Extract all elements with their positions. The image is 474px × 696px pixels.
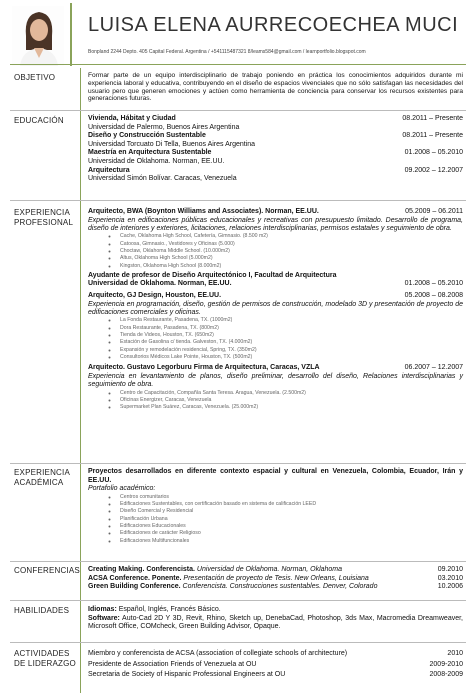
section-label-academica	[14, 468, 78, 488]
education-date: 08.2011 – Presente	[402, 132, 463, 140]
conference-detail: Presentación de proyecto de Tesis. New Orleans, Louisiana	[181, 574, 369, 582]
activity-date: 2009-2010	[429, 660, 463, 668]
education-title: Vivienda, Hábitat y Ciudad	[88, 115, 176, 122]
project-item: ◦ Kingston, Oklahoma High School (8.000m2)	[118, 263, 463, 270]
objetivo-text: Formar parte de un equipo interdisciplinario de trabajo poniendo en práctica los conocimientos adquiridos durante mi experiencia laboral y educativa, contribuyendo en el diseño de espacios vivenciales que no sólo satisfagan las necesidades del usuario pero que generen emociones y actúen como herramienta de conciencia para conservar los recursos existentes para generaciones futuras.	[88, 72, 463, 103]
conference-name: ACSA Conference. Ponente.	[88, 574, 182, 582]
conference-name: Green Building Conference.	[88, 583, 181, 591]
education-title: Arquitectura	[88, 166, 130, 174]
conferences-list	[88, 566, 463, 592]
education-school: Universidad de Palermo, Buenos Aires Argentina	[88, 123, 240, 131]
portfolio-item: ◦ Edificaciones Sustentables, con certificación basado en sistema de calificación LEED	[118, 501, 463, 508]
portfolio-item: ◦ Edificaciones de carácter Religioso	[118, 530, 463, 537]
project-item: ◦ Estación de Gasolina c/ tienda. Galveston, TX. (4.000m2)	[118, 339, 463, 346]
activity-date: 2010	[447, 650, 463, 657]
skills-block	[88, 606, 463, 632]
conference-date: 03.2010	[437, 574, 463, 582]
project-item: ◦ Supermarket Plan Suárez, Caracas, Venezuela. (25.000m2)	[118, 404, 463, 411]
academic-block	[88, 468, 463, 545]
portfolio-item: ◦ Diseño Comercial y Residencial	[118, 508, 463, 515]
portfolio-item: ◦ Planificación Urbana	[118, 516, 463, 523]
profile-photo	[12, 6, 64, 66]
contact-info: Bonpland 2244 Depto. 405 Capital Federal. Argentina / +541115487321 8/leams584@gmail.com / learnportfolio.blogspot.com	[88, 49, 366, 55]
education-list	[88, 115, 463, 184]
education-date: 09.2002 – 12.2007	[404, 166, 463, 174]
project-item: ◦ Oficinas Energizer, Caracas, Venezuela	[118, 397, 463, 404]
activity-text: Presidente de Association Friends of Venezuela at OU	[88, 660, 257, 668]
activity-date: 2008-2009	[429, 671, 463, 679]
experience-list	[88, 208, 463, 412]
section-label-line: PROFESIONAL	[14, 218, 74, 227]
education-date: 01.2008 – 05.2010	[404, 149, 463, 157]
conference-date: 10.2006	[437, 583, 463, 591]
academic-title: Proyectos desarrollados en diferente contexto espacial y cultural en Venezuela, Colombia, Ecuador, Irán y EE.UU.	[88, 468, 463, 484]
job-title: Arquitecto. Gustavo Legorburu Firma de Arquitectura, Caracas, VZLA	[88, 364, 320, 372]
job-projects	[88, 317, 463, 361]
job-title: Arquitecto, GJ Design, Houston, EE.UU.	[88, 292, 222, 300]
project-item: ◦ Expansión y remodelación residencial, Spring, TX. (350m2)	[118, 347, 463, 354]
section-label-conferencias: CONFERENCIAS	[14, 566, 80, 575]
project-item: ◦ Dora Restaurante, Pasadena, TX. (800m2)	[118, 325, 463, 332]
project-item: ◦ Cache, Oklahoma High School, Cafetería, Gimnasio. (8.500 m2)	[118, 233, 463, 240]
project-item: ◦ La Fonda Restaurante, Pasadena, TX. (1000m2)	[118, 317, 463, 324]
job-projects	[88, 390, 463, 412]
section-label-actividades	[14, 649, 78, 669]
portfolio-item: ◦ Edificaciones Multifuncionales	[118, 538, 463, 545]
divider	[10, 642, 466, 643]
portfolio-label: Portafolio académico:	[88, 485, 156, 493]
portfolio-item: ◦ Edificaciones Educacionales	[118, 523, 463, 530]
project-item: ◦ Centro de Capacitación, Compañía Santa Teresa. Aragua, Venezuela. (2.500m2)	[118, 390, 463, 397]
section-label-line: EXPERIENCIA	[14, 208, 70, 217]
software-value: Auto-Cad 2D Y 3D, Revit, Rhino, Sketch up, DenebaCad, Photoshop, 3ds Max, Macromedia Dreamweaver, Microsoft Office, COMcheck, Green Building Advisor, Opaque.	[88, 614, 463, 631]
conference-detail: Conferencista. Construcciones sustentables. Denver, Colorado	[180, 583, 378, 591]
divider	[10, 561, 466, 562]
education-date: 08.2011 – Presente	[402, 115, 463, 122]
section-label-educacion: EDUCACIÓN	[14, 116, 64, 125]
conference-name: Creating Making. Conferencista.	[88, 566, 195, 573]
project-item: ◦ Choctaw, Oklahoma Middle School. (10.000m2)	[118, 248, 463, 255]
job-title: Universidad de Oklahoma. Norman, EE.UU.	[88, 280, 232, 288]
languages-value: Español, Inglés, Francés Básico.	[116, 606, 221, 613]
section-label-objetivo: OBJETIVO	[14, 73, 56, 82]
education-school: Universidad Torcuato Di Tella, Buenos Aires Argentina	[88, 140, 256, 148]
education-title: Maestría en Arquitectura Sustentable	[88, 149, 212, 157]
divider	[10, 200, 466, 201]
divider	[10, 110, 466, 111]
job-description: Experiencia en edificaciones públicas educacionales y recreativas con presupuesto limitado. Desarrollo de programa, diseño de interiores y exteriores, licitaciones, relaciones interdisciplinarias, permisos estatales y seguimiento de obra.	[88, 216, 463, 232]
activity-text: Secretaria de Society of Hispanic Professional Engineers at OU	[88, 671, 286, 679]
header-accent-bar	[70, 3, 72, 66]
section-label-line: DE LIDERAZGO	[14, 659, 76, 668]
job-description: Experiencia en programación, diseño, gestión de permisos de construcción, modelado 3D y presentación de proyecto de edificaciones comerciales y oficinas.	[88, 300, 463, 317]
project-item: ◦ Consultorios Médicos Lake Pointe, Houston, TX. (500m2)	[118, 354, 463, 361]
section-label-line: ACADÉMICA	[14, 478, 64, 487]
education-school: Universidad de Oklahoma. Norman, EE.UU.	[88, 157, 225, 165]
languages-label: Idiomas:	[88, 606, 117, 613]
section-label-line: EXPERIENCIA	[14, 468, 70, 477]
portfolio-item: ◦ Centros comunitarios	[118, 494, 463, 501]
section-label-habilidades: HABILIDADES	[14, 606, 70, 615]
job-date: 01.2008 – 05.2010	[404, 280, 463, 288]
job-date: 06.2007 – 12.2007	[404, 364, 463, 372]
job-date: 05.2008 – 08.2008	[404, 292, 463, 300]
education-title: Diseño y Construcción Sustentable	[88, 132, 206, 140]
software-label: Software:	[88, 614, 120, 622]
conference-detail: Universidad de Oklahoma. Norman, Oklahoma	[194, 566, 343, 573]
section-label-experiencia	[14, 208, 78, 228]
project-item: ◦ Altus, Oklahoma High School (5.000m2)	[118, 255, 463, 262]
portfolio-list	[88, 494, 463, 545]
section-label-line: ACTIVIDADES	[14, 649, 70, 658]
job-description: Experiencia en levantamiento de planos, diseño preliminar, desarrollo del diseño, Relaciones interdisciplinarias y seguimiento de obra.	[88, 372, 463, 389]
job-title: Arquitecto, BWA (Boynton Williams and Associates). Norman, EE.UU.	[88, 208, 319, 215]
activity-text: Miembro y conferencista de ACSA (association of collegiate schools of architecture)	[88, 650, 348, 657]
job-title: Ayudante de profesor de Diseño Arquitectónico I, Facultad de Arquitectura	[88, 271, 337, 279]
job-date: 05.2009 – 06.2011	[405, 208, 463, 215]
candidate-name: LUISA ELENA AURRECOECHEA MUCI	[88, 14, 459, 36]
project-item: ◦ Tienda de Videos, Houston, TX. (650m2)	[118, 332, 463, 339]
header-divider	[10, 64, 466, 65]
leadership-list	[88, 650, 463, 680]
project-item: ◦ Catoosa, Gimnasio., Vestidores y Oficinas (5.000)	[118, 241, 463, 248]
divider	[10, 600, 466, 601]
conference-date: 09.2010	[437, 566, 463, 573]
job-projects	[88, 233, 463, 269]
education-school: Universidad Simón Bolívar. Caracas, Venezuela	[88, 175, 237, 183]
divider	[10, 463, 466, 464]
